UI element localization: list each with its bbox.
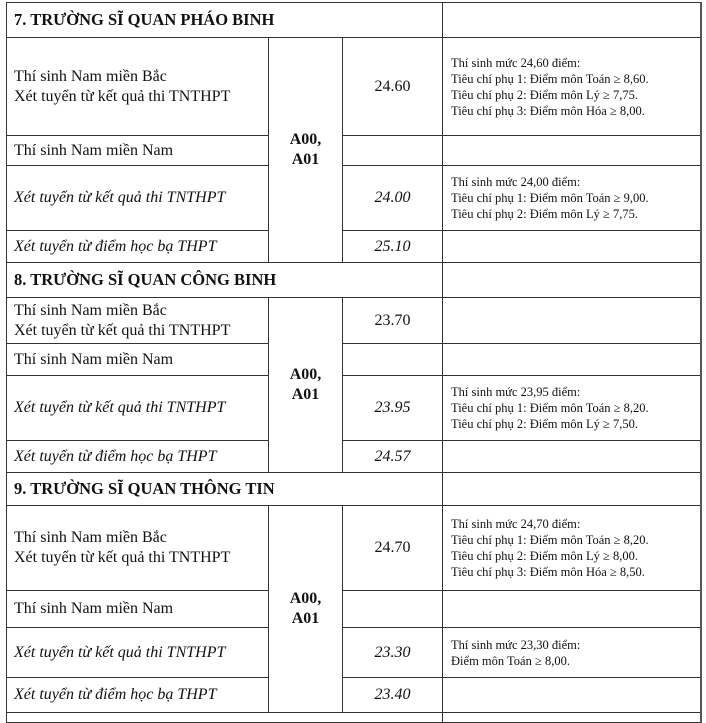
table-row [7, 298, 701, 344]
note-cell: Thí sinh mức 23,30 điểm: Điểm môn Toán ≥ 8,00. [443, 628, 701, 678]
candidate-label: Xét tuyển từ kết quả thi TNTHPT [7, 628, 269, 678]
section-title: 8. TRƯỜNG SĨ QUAN CÔNG BINH [7, 263, 443, 298]
table-row [7, 678, 701, 713]
score [343, 344, 443, 376]
table-row [7, 344, 701, 376]
table-row [7, 376, 701, 441]
score: 24.70 [343, 506, 443, 591]
score: 25.10 [343, 231, 443, 263]
score [343, 136, 443, 166]
table-row [7, 441, 701, 473]
note-cell [443, 591, 701, 628]
candidate-label: Thí sinh Nam miền Bắc Xét tuyển từ kết quả thi TNTHPT [7, 298, 269, 344]
score: 23.95 [343, 376, 443, 441]
table-row [7, 166, 701, 231]
candidate-label: Xét tuyển từ điểm học bạ THPT [7, 231, 269, 263]
note-cell [443, 344, 701, 376]
score: 23.40 [343, 678, 443, 713]
note-cell [443, 263, 701, 298]
table-row [7, 591, 701, 628]
note-cell: Thí sinh mức 23,95 điểm: Tiêu chí phụ 1: Điểm môn Toán ≥ 8,20. Tiêu chí phụ 2: Điểm môn Lý ≥ 7,50. [443, 376, 701, 441]
section-title: 9. TRƯỜNG SĨ QUAN THÔNG TIN [7, 473, 443, 506]
table-row-partial [7, 713, 701, 723]
note-cell [443, 136, 701, 166]
subject-combination: A00, A01 [269, 38, 343, 263]
note-cell [443, 298, 701, 344]
score: 24.57 [343, 441, 443, 473]
section-header-row [7, 3, 701, 38]
score [343, 591, 443, 628]
note-cell [443, 473, 701, 506]
note-cell: Thí sinh mức 24,60 điểm: Tiêu chí phụ 1: Điểm môn Toán ≥ 8,60. Tiêu chí phụ 2: Điểm môn Lý ≥ 7,75. Tiêu chí phụ 3: Điểm môn Hóa ≥ 8,00. [443, 38, 701, 136]
score: 23.70 [343, 298, 443, 344]
candidate-label: Xét tuyển từ kết quả thi TNTHPT [7, 376, 269, 441]
admission-scores-table [6, 2, 700, 723]
note-cell [443, 678, 701, 713]
candidate-label: Thí sinh Nam miền Nam [7, 591, 269, 628]
score: 23.30 [343, 628, 443, 678]
candidate-label: Xét tuyển từ điểm học bạ THPT [7, 441, 269, 473]
note-cell [443, 713, 701, 723]
candidate-label: Thí sinh Nam miền Bắc Xét tuyển từ kết quả thi TNTHPT [7, 38, 269, 136]
candidate-label: Thí sinh Nam miền Bắc Xét tuyển từ kết quả thi TNTHPT [7, 506, 269, 591]
table-row [7, 38, 701, 136]
note-cell: Thí sinh mức 24,00 điểm: Tiêu chí phụ 1: Điểm môn Toán ≥ 9,00. Tiêu chí phụ 2: Điểm môn Lý ≥ 7,75. [443, 166, 701, 231]
subject-combination: A00, A01 [269, 506, 343, 713]
score: 24.60 [343, 38, 443, 136]
table-row [7, 628, 701, 678]
candidate-label: Xét tuyển từ điểm học bạ THPT [7, 678, 269, 713]
note-cell [443, 441, 701, 473]
section-title: 7. TRƯỜNG SĨ QUAN PHÁO BINH [7, 3, 443, 38]
candidate-label: Thí sinh Nam miền Nam [7, 344, 269, 376]
cut-off-cell [7, 713, 443, 723]
subject-combination: A00, A01 [269, 298, 343, 473]
table-row [7, 136, 701, 166]
score: 24.00 [343, 166, 443, 231]
note-cell: Thí sinh mức 24,70 điểm: Tiêu chí phụ 1: Điểm môn Toán ≥ 8,20. Tiêu chí phụ 2: Điểm môn Lý ≥ 8,00. Tiêu chí phụ 3: Điểm môn Hóa ≥ 8,50. [443, 506, 701, 591]
table-row [7, 506, 701, 591]
candidate-label: Thí sinh Nam miền Nam [7, 136, 269, 166]
note-cell [443, 3, 701, 38]
table-row [7, 231, 701, 263]
candidate-label: Xét tuyển từ kết quả thi TNTHPT [7, 166, 269, 231]
note-cell [443, 231, 701, 263]
section-header-row [7, 473, 701, 506]
section-header-row [7, 263, 701, 298]
